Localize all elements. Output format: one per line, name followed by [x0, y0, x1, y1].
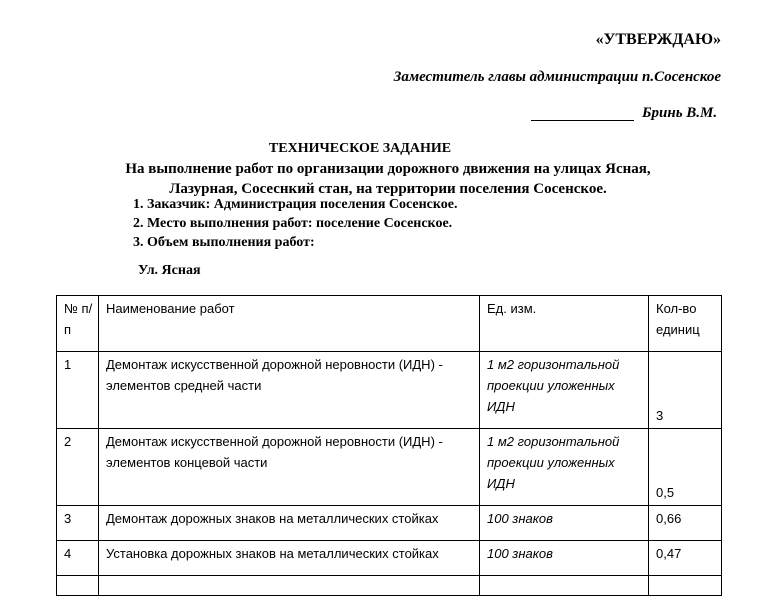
cell-name [99, 576, 480, 596]
requirements-list [133, 195, 458, 252]
list-item-location: 2. Место выполнения работ: поселение Сосенское. [133, 216, 453, 231]
table-row [57, 429, 722, 506]
table-header-row [57, 296, 722, 352]
cell-name: Установка дорожных знаков на металлических стойках [99, 541, 480, 576]
street-heading: Ул. Ясная [138, 263, 201, 278]
signature-line [531, 120, 634, 121]
signer-name: Бринь В.М. [642, 105, 718, 121]
header-qty: Кол-во единиц [649, 296, 722, 352]
cell-qty: 0,5 [649, 429, 722, 506]
header-name: Наименование работ [99, 296, 480, 352]
cell-unit: 100 знаков [480, 506, 649, 541]
header-num: № п/п [57, 296, 99, 352]
cell-name: Демонтаж дорожных знаков на металлических стойках [99, 506, 480, 541]
header-unit: Ед. изм. [480, 296, 649, 352]
works-table [56, 295, 722, 596]
cell-num: 3 [57, 506, 99, 541]
cell-name: Демонтаж искусственной дорожной неровности (ИДН) - элементов средней части [99, 352, 480, 429]
cell-qty [649, 576, 722, 596]
subject-line-1: На выполнение работ по организации дорожного движения на улицах Ясная, [125, 161, 651, 177]
cell-num [57, 576, 99, 596]
list-item-customer: 1. Заказчик: Администрация поселения Сосенское. [133, 197, 458, 212]
cell-num: 4 [57, 541, 99, 576]
subject-line-2: Лазурная, Сосеснкий стан, на территории поселения Сосенское. [169, 181, 607, 197]
table-row [57, 352, 722, 429]
cell-unit: 1 м2 горизонтальной проекции уложенных ИДН [480, 352, 649, 429]
table-row [57, 541, 722, 576]
approval-stamp: «УТВЕРЖДАЮ» [595, 31, 721, 48]
document-subject [0, 159, 776, 199]
cell-num: 2 [57, 429, 99, 506]
document-title: ТЕХНИЧЕСКОЕ ЗАДАНИЕ [268, 141, 452, 156]
table-row [57, 506, 722, 541]
deputy-title: Заместитель главы администрации п.Сосенское [393, 69, 721, 85]
cell-qty: 3 [649, 352, 722, 429]
cell-qty: 0,47 [649, 541, 722, 576]
cell-unit: 100 знаков [480, 541, 649, 576]
cell-num: 1 [57, 352, 99, 429]
table-row [57, 576, 722, 596]
cell-qty: 0,66 [649, 506, 722, 541]
cell-unit: 1 м2 горизонтальной проекции уложенных ИДН [480, 429, 649, 506]
cell-unit [480, 576, 649, 596]
list-item-volume: 3. Объем выполнения работ: [133, 235, 315, 250]
cell-name: Демонтаж искусственной дорожной неровности (ИДН) - элементов концевой части [99, 429, 480, 506]
